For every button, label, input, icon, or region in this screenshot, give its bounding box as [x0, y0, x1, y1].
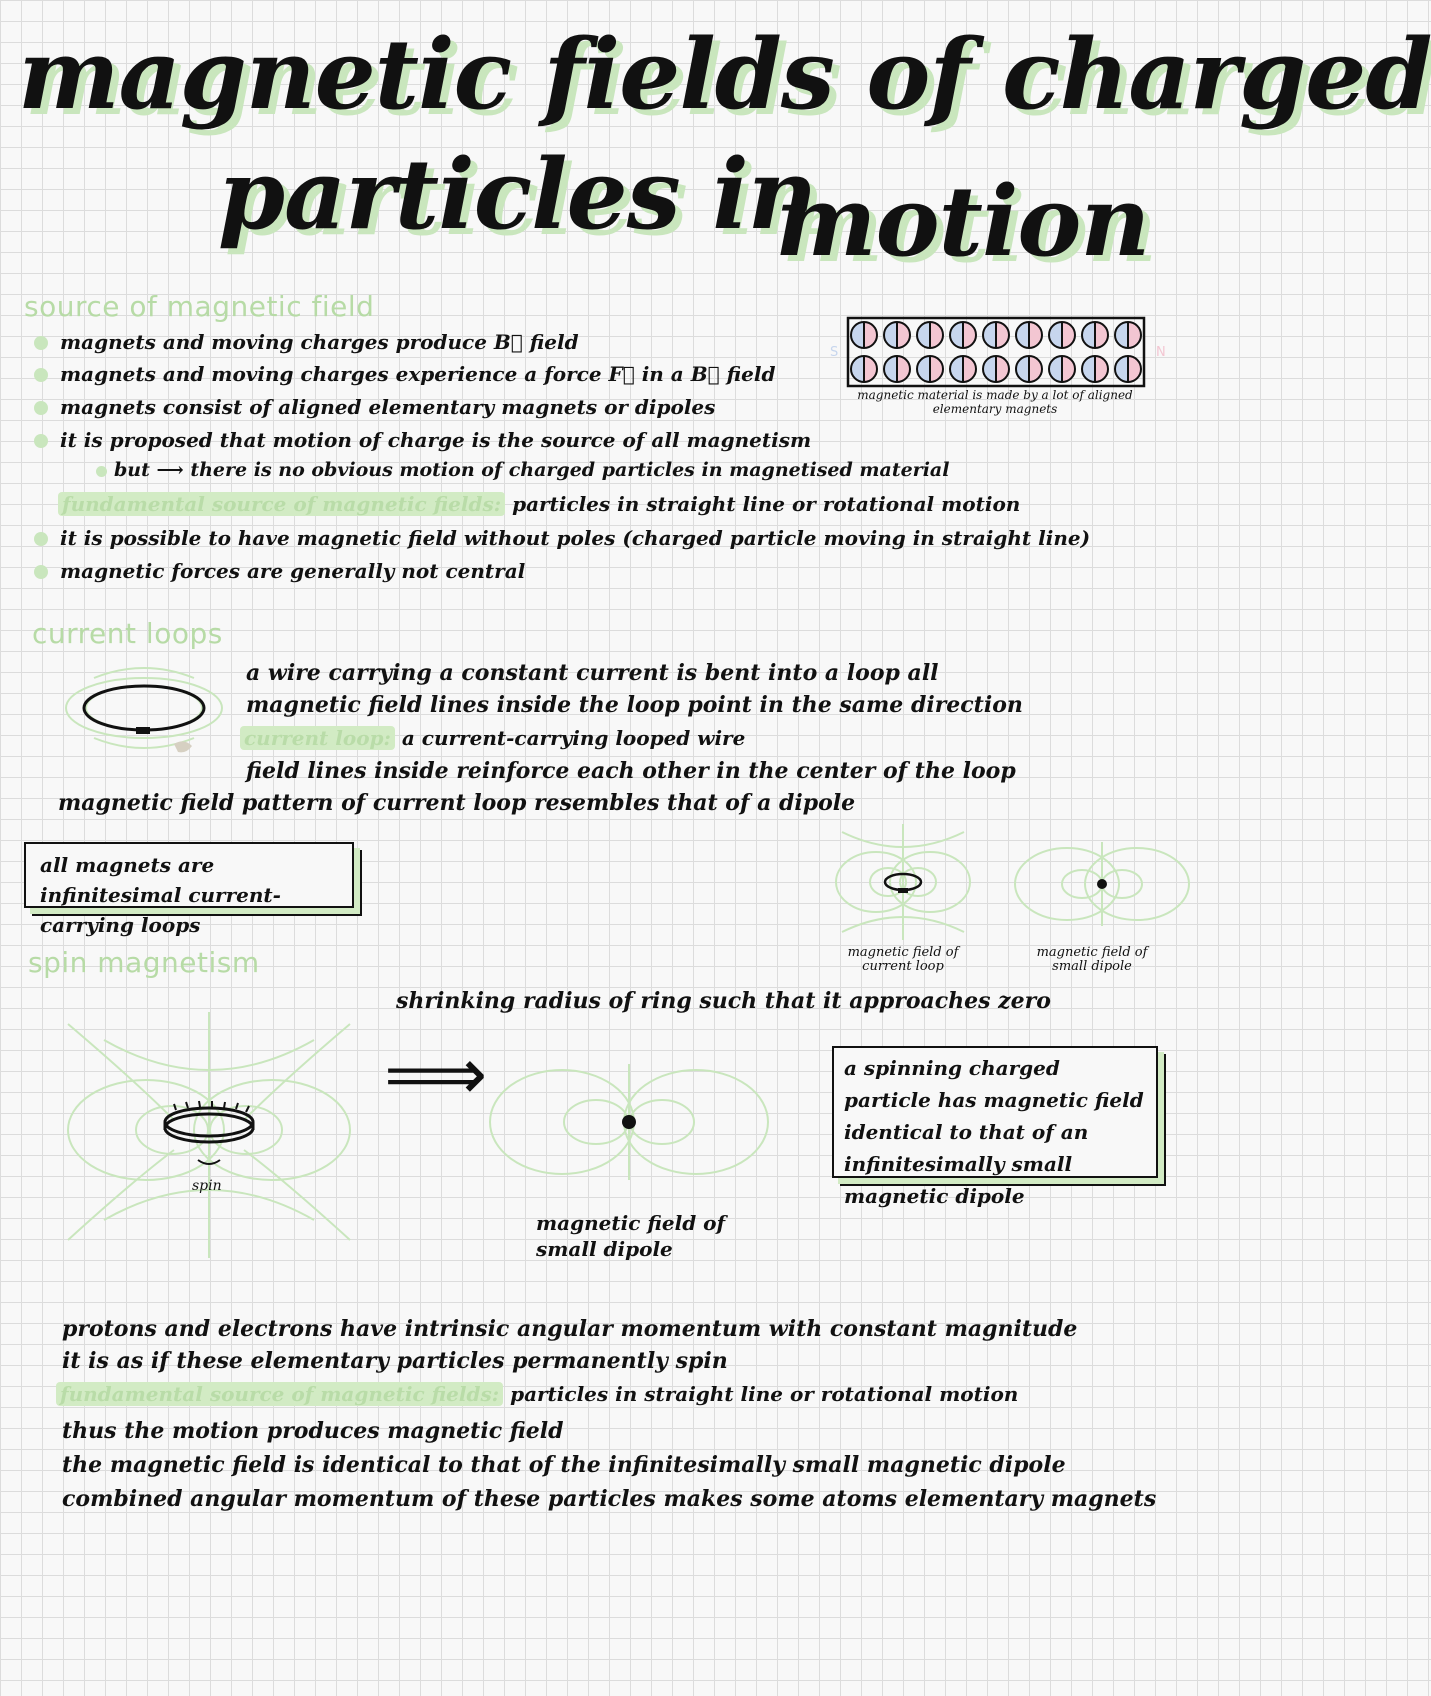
page-title-line2a: particles in — [218, 138, 817, 251]
spin-highlight-line — [56, 1382, 1018, 1406]
dipole-magnet — [963, 356, 976, 382]
spin-para-6: combined angular momentum of these particles makes some atoms elementary magnets — [62, 1486, 1157, 1512]
dipole-magnet — [930, 356, 943, 382]
dipole-magnet — [1062, 356, 1075, 382]
dipole-magnet — [1128, 322, 1141, 348]
bullet-text: magnets and moving charges produce B⃗ field — [60, 330, 579, 354]
sub-bullet-text: but ⟶ there is no obvious motion of charged particles in magnetised material — [114, 459, 950, 481]
dipole-magnet — [996, 322, 1009, 348]
spin-key-point-box — [832, 1046, 1158, 1208]
dipole-magnet — [1115, 322, 1128, 348]
current-loop-line5: magnetic field pattern of current loop resembles that of a dipole — [58, 790, 856, 816]
current-loop-field-caption: magnetic field of current loop — [847, 945, 959, 974]
dipole-magnet — [897, 356, 910, 382]
spin-key-point-text: a spinning charged particle has magnetic field identical to that of an infinitesimally small magnetic dipole — [844, 1056, 1144, 1208]
bullet-dot — [34, 336, 48, 350]
small-dipole-diagram — [486, 1060, 772, 1184]
dipole-magnet — [1049, 322, 1062, 348]
page-title-line2b: motion — [775, 165, 1150, 278]
spin-highlight-label: fundamental source of magnetic fields: — [56, 1382, 503, 1406]
bullet-text: magnets consist of aligned elementary magnets or dipoles — [60, 395, 716, 419]
bullet-text: it is proposed that motion of charge is the source of all magnetism — [60, 428, 812, 452]
spin-para-5: the magnetic field is identical to that of the infinitesimally small magnetic dipole — [62, 1452, 1066, 1478]
dipole-magnet — [996, 356, 1009, 382]
bullet-dot — [34, 368, 48, 382]
spin-para-2: it is as if these elementary particles permanently spin — [62, 1348, 728, 1374]
dipole-magnet — [930, 322, 943, 348]
section-heading-source: source of magnetic field — [24, 290, 375, 323]
diagram-caption: magnetic material is made by a lot of aligned elementary magnets — [857, 388, 1133, 416]
dipole-magnet — [983, 356, 996, 382]
section-heading-current-loops: current loops — [32, 617, 223, 650]
current-loop-field-diagram — [832, 822, 1192, 942]
bullet-text: magnets and moving charges experience a force F⃗ in a B⃗ field — [60, 362, 776, 386]
highlight-line — [58, 492, 1020, 516]
dipole-magnet — [950, 322, 963, 348]
dipole-magnet — [864, 356, 877, 382]
dipole-magnet — [1016, 322, 1029, 348]
spin-ring-diagram — [64, 1010, 354, 1260]
bullet-dot — [34, 565, 48, 579]
dipole-magnet — [963, 322, 976, 348]
dipole-magnet — [1128, 356, 1141, 382]
bullet-dot — [34, 434, 48, 448]
current-loop-line1: a wire carrying a constant current is bent into a loop all — [246, 660, 939, 686]
dipole-magnet — [917, 322, 930, 348]
spin-label: spin — [192, 1178, 222, 1194]
dipole-magnet — [897, 322, 910, 348]
current-loop-def — [240, 726, 745, 750]
bullet-dot — [34, 532, 48, 546]
dipole-magnet — [1016, 356, 1029, 382]
pole-n-label: N — [1156, 345, 1166, 360]
dipole-magnet — [1082, 356, 1095, 382]
bullet-text: magnetic forces are generally not central — [60, 559, 526, 583]
dipole-magnet — [1049, 356, 1062, 382]
dipole-magnet — [884, 322, 897, 348]
bullet-dot — [34, 401, 48, 415]
current-loop-def-text: a current-carrying looped wire — [401, 726, 746, 750]
pole-s-label: S — [830, 345, 839, 360]
key-point-text: all magnets are infinitesimal current-carrying loops — [40, 853, 281, 937]
dipole-magnet — [950, 356, 963, 382]
key-point-box — [24, 842, 354, 937]
small-dipole-caption: magnetic field of small dipole — [536, 1211, 726, 1261]
current-loop-line2: magnetic field lines inside the loop point in the same direction — [246, 692, 1023, 718]
dipole-magnet — [884, 356, 897, 382]
current-loop-line4: field lines inside reinforce each other in the center of the loop — [246, 758, 1016, 784]
dipole-magnet — [1029, 322, 1042, 348]
shrinking-text: shrinking radius of ring such that it approaches zero — [396, 988, 1051, 1014]
page-title-line1: magnetic fields of charged — [18, 18, 1431, 131]
highlight-label: fundamental source of magnetic fields: — [58, 492, 505, 516]
bullet-text: it is possible to have magnetic field without poles (charged particle moving in straight line) — [60, 526, 1091, 550]
dipole-magnet — [1062, 322, 1075, 348]
dipole-magnet — [851, 322, 864, 348]
spin-para-4: thus the motion produces magnetic field — [62, 1418, 564, 1444]
implies-arrow: ⟹ — [384, 1032, 488, 1116]
dipole-magnet — [1029, 356, 1042, 382]
sub-bullet-dot — [96, 466, 107, 477]
dipole-magnet — [1095, 356, 1108, 382]
dipole-magnet — [864, 322, 877, 348]
dipole-magnet — [917, 356, 930, 382]
highlight-text: particles in straight line or rotational motion — [512, 492, 1021, 516]
dipole-magnet — [851, 356, 864, 382]
section-heading-spin: spin magnetism — [28, 946, 260, 979]
current-loop-label: current loop: — [240, 726, 395, 750]
dipole-field-caption: magnetic field of small dipole — [1036, 945, 1148, 974]
dipole-magnet — [1095, 322, 1108, 348]
dipole-magnet — [983, 322, 996, 348]
dipole-magnet — [1082, 322, 1095, 348]
spin-highlight-text: particles in straight line or rotational motion — [510, 1382, 1019, 1406]
spin-para-1: protons and electrons have intrinsic angular momentum with constant magnitude — [62, 1316, 1078, 1342]
current-loop-icon — [64, 666, 224, 776]
dipole-magnet — [1115, 356, 1128, 382]
